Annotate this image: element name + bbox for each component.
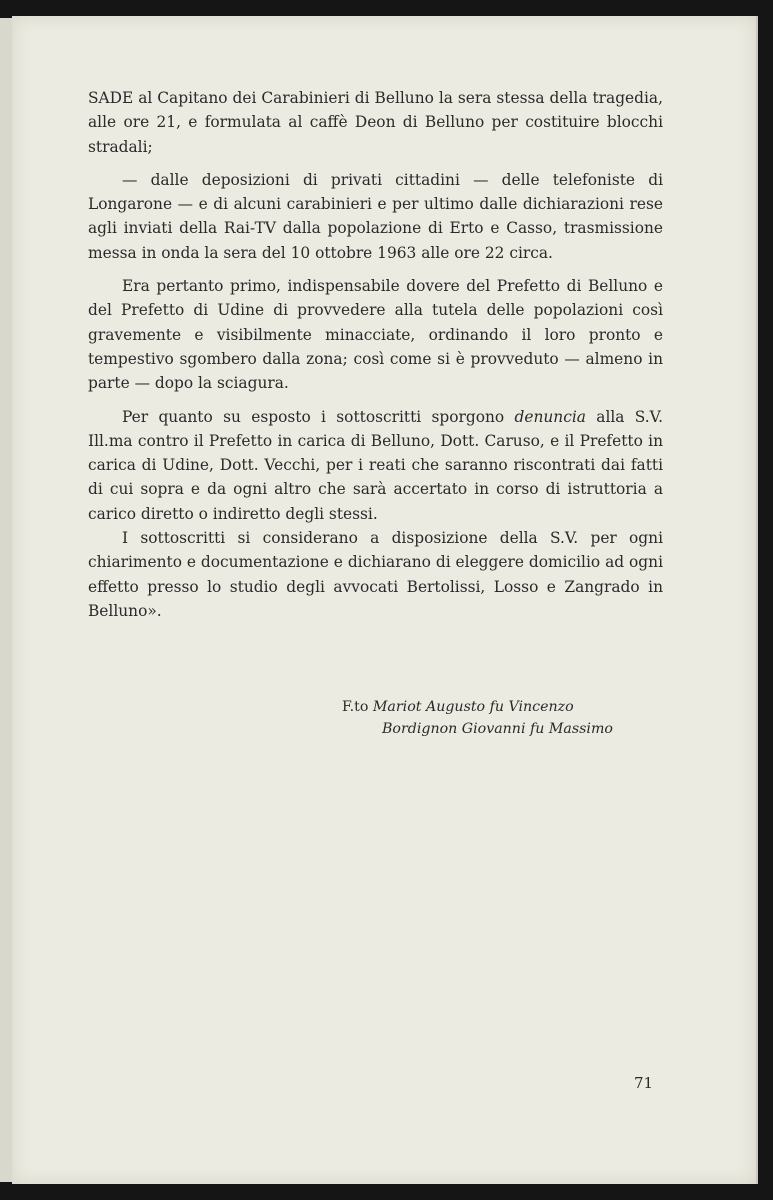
book-page [12,16,758,1184]
denuncia-text-before: Per quanto su esposto i sottoscritti sporgono [122,407,515,426]
paragraph-final: I sottoscritti si considerano a disposizione della S.V. per ogni chiarimento e documentazione e dichiarano di eleggere domicilio ad ogni effetto presso lo studio degli avvocati Bertolissi, Losso e Zangrado in Belluno». [88,529,663,620]
paragraph-denuncia [88,405,663,526]
page-number: 71 [634,1074,654,1092]
signature-prefix: F.to [342,699,369,715]
paragraph-2: — dalle deposizioni di privati cittadini — delle telefoniste di Longarone — e di alcuni carabinieri e per ultimo dalle dichiarazioni rese agli inviati della Rai-TV dalla popolazione di Erto e Casso, trasmissione messa in onda la sera del 10 ottobre 1963 alle ore 22 circa. [88,170,663,262]
denuncia-text-after: alla S.V. Ill.ma contro il Prefetto in carica di Belluno, Dott. Caruso, e il Prefetto in carica di Udine, Dott. Vecchi, per i reati che saranno riscontrati dai fatti di cui sopra e da ogni altro che sarà accertato in corso di istruttoria a carico diretto o indiretto degli stessi. [88,407,663,523]
paragraph-1: SADE al Capitano dei Carabinieri di Belluno la sera stessa della tragedia, alle ore 21, e formulata al caffè Deon di Belluno per costituire blocchi stradali; [88,89,663,156]
denuncia-emphasis: denuncia [514,407,586,426]
signer-1: Mariot Augusto fu Vincenzo [372,699,574,715]
signature-block [342,696,613,740]
signature-line-1 [342,696,613,718]
paragraph-3: Era pertanto primo, indispensabile dovere del Prefetto di Belluno e del Prefetto di Udine di provvedere alla tutela delle popolazioni così gravemente e visibilmente minacciate, ordinando il loro pronto e tempestivo sgombero dalla zona; così come si è provveduto — almeno in parte — dopo la sciagura. [88,277,663,393]
body-text [88,86,663,632]
signer-2: Bordignon Giovanni fu Massimo [382,721,613,737]
